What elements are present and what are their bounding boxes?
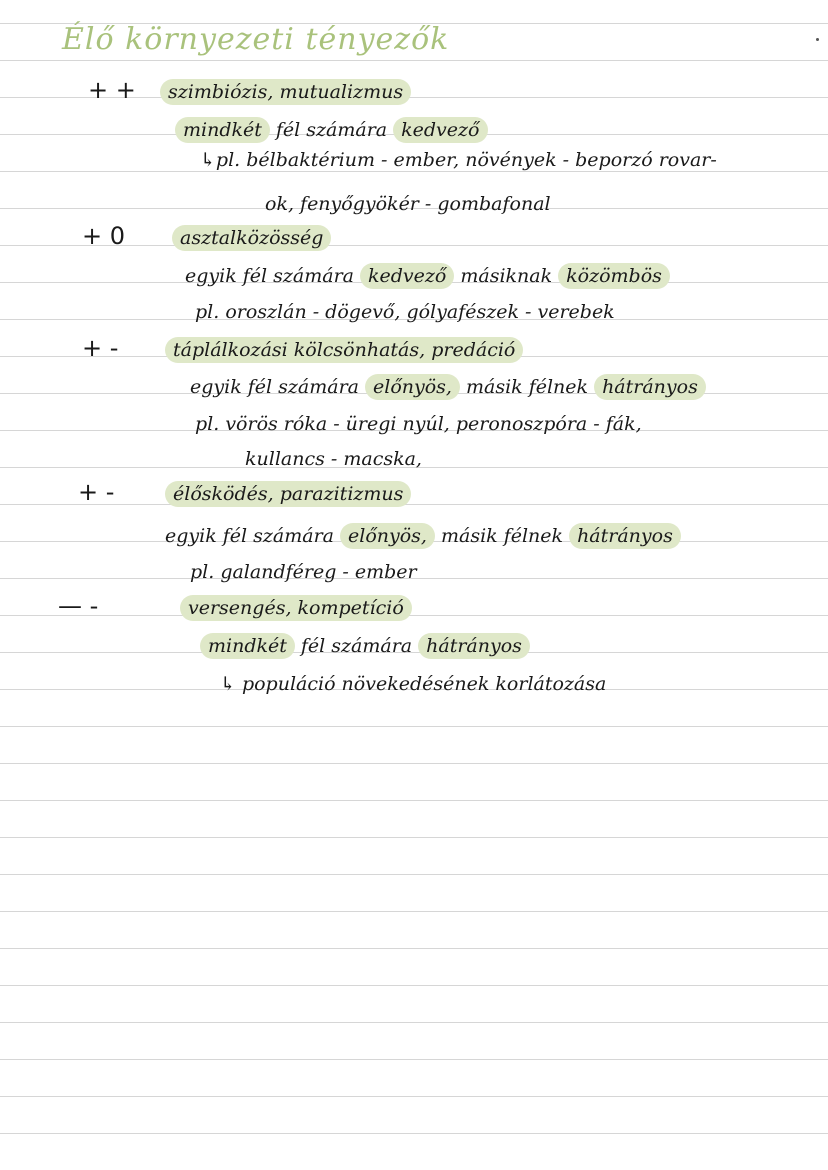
note-line [195,298,621,326]
stray-dot [816,38,819,41]
highlighted-text: táplálkozási kölcsönhatás, predáció [165,337,523,363]
note-text: pl. oroszlán - dögevő, gólyafészek - verebek [195,301,615,323]
interaction-heading [165,336,529,364]
note-line [175,116,494,144]
interaction-heading [172,224,337,252]
note-line [220,670,612,698]
note-text: ok, fenyőgyökér - gombafonal [265,193,551,215]
relation-symbol: — - [58,592,99,620]
note-line [245,445,428,473]
note-line [195,410,648,438]
highlighted-text: asztalközösség [172,225,331,251]
relation-symbol: + - [82,334,119,362]
note-text: kullancs - macska, [245,448,422,470]
note-text: másik félnek [465,376,589,398]
highlighted-text: kedvező [360,263,454,289]
note-text: egyik fél számára [190,376,360,398]
highlighted-text: hátrányos [569,523,681,549]
relation-symbol: + + [88,76,136,104]
highlighted-text: élősködés, parazitizmus [165,481,411,507]
interaction-heading [165,480,417,508]
note-line [200,146,723,174]
relation-symbol: + - [78,478,115,506]
note-text: pl. galandféreg - ember [190,561,417,583]
highlighted-text: mindkét [200,633,295,659]
highlighted-text: előnyös, [365,374,460,400]
note-line [190,558,423,586]
highlighted-text: hátrányos [594,374,706,400]
note-line [190,373,712,401]
note-text: fél számára [300,635,413,657]
interaction-heading [160,78,417,106]
note-line [265,190,557,218]
note-text: másik félnek [440,525,564,547]
note-line [165,522,687,550]
highlighted-text: mindkét [175,117,270,143]
note-line [200,632,536,660]
note-text: egyik fél számára [185,265,355,287]
note-text: pl. vörös róka - üregi nyúl, peronoszpóra - fák, [195,413,642,435]
highlighted-text: kedvező [393,117,487,143]
highlighted-text: versengés, kompetíció [180,595,412,621]
note-line [185,262,676,290]
note-text: egyik fél számára [165,525,335,547]
interaction-heading [180,594,418,622]
note-text: ↳pl. bélbaktérium - ember, növények - beporzó rovar- [200,149,717,171]
relation-symbol: + 0 [82,222,126,250]
note-text: fél számára [275,119,388,141]
highlighted-text: hátrányos [418,633,530,659]
note-text: másiknak [460,265,553,287]
highlighted-text: szimbiózis, mutualizmus [160,79,411,105]
page-title: Élő környezeti tényezők [62,22,450,57]
highlighted-text: előnyös, [340,523,435,549]
highlighted-text: közömbös [558,263,670,289]
note-text: ↳ populáció növekedésének korlátozása [220,673,607,695]
